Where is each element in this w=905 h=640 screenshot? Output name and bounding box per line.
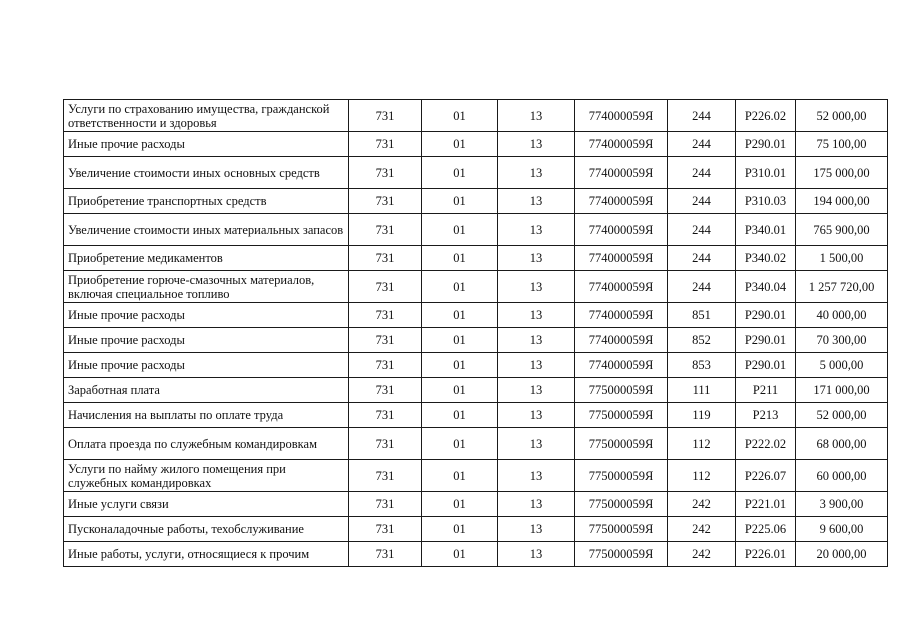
table-row — [64, 428, 888, 460]
expense-type-code-cell: 244 — [668, 214, 736, 246]
expense-type-code-cell: 244 — [668, 271, 736, 303]
target-item-code-cell: 775000059Я — [575, 428, 668, 460]
amount-cell: 194 000,00 — [796, 189, 888, 214]
expense-name-cell: Иные прочие расходы — [64, 353, 349, 378]
section-code-cell: 01 — [422, 492, 498, 517]
target-item-code-cell: 774000059Я — [575, 303, 668, 328]
subsection-code-cell: 13 — [498, 132, 575, 157]
expense-type-code-cell: 112 — [668, 428, 736, 460]
department-code-cell: 731 — [349, 328, 422, 353]
table-row — [64, 460, 888, 492]
subsection-code-cell: 13 — [498, 214, 575, 246]
subsection-code-cell: 13 — [498, 460, 575, 492]
subsection-code-cell: 13 — [498, 303, 575, 328]
subsection-code-cell: 13 — [498, 517, 575, 542]
expense-type-code-cell: 244 — [668, 189, 736, 214]
kosgu-code-cell: Р211 — [736, 378, 796, 403]
target-item-code-cell: 774000059Я — [575, 132, 668, 157]
table-row — [64, 246, 888, 271]
expense-type-code-cell: 244 — [668, 132, 736, 157]
table-row — [64, 132, 888, 157]
expense-name-cell: Приобретение медикаментов — [64, 246, 349, 271]
expense-name-cell: Иные услуги связи — [64, 492, 349, 517]
section-code-cell: 01 — [422, 246, 498, 271]
amount-cell: 68 000,00 — [796, 428, 888, 460]
kosgu-code-cell: Р213 — [736, 403, 796, 428]
amount-cell: 5 000,00 — [796, 353, 888, 378]
kosgu-code-cell: Р225.06 — [736, 517, 796, 542]
subsection-code-cell: 13 — [498, 403, 575, 428]
target-item-code-cell: 775000059Я — [575, 542, 668, 567]
expense-type-code-cell: 111 — [668, 378, 736, 403]
subsection-code-cell: 13 — [498, 428, 575, 460]
expense-type-code-cell: 112 — [668, 460, 736, 492]
subsection-code-cell: 13 — [498, 492, 575, 517]
section-code-cell: 01 — [422, 100, 498, 132]
department-code-cell: 731 — [349, 403, 422, 428]
target-item-code-cell: 775000059Я — [575, 378, 668, 403]
target-item-code-cell: 774000059Я — [575, 100, 668, 132]
table-row — [64, 303, 888, 328]
section-code-cell: 01 — [422, 403, 498, 428]
amount-cell: 75 100,00 — [796, 132, 888, 157]
target-item-code-cell: 774000059Я — [575, 214, 668, 246]
amount-cell: 52 000,00 — [796, 100, 888, 132]
table-row — [64, 214, 888, 246]
section-code-cell: 01 — [422, 132, 498, 157]
kosgu-code-cell: Р290.01 — [736, 132, 796, 157]
table-row — [64, 403, 888, 428]
department-code-cell: 731 — [349, 214, 422, 246]
expense-name-cell: Услуги по найму жилого помещения при служебных командировках — [64, 460, 349, 492]
target-item-code-cell: 774000059Я — [575, 157, 668, 189]
kosgu-code-cell: Р290.01 — [736, 303, 796, 328]
budget-table — [63, 99, 888, 567]
department-code-cell: 731 — [349, 492, 422, 517]
section-code-cell: 01 — [422, 328, 498, 353]
section-code-cell: 01 — [422, 214, 498, 246]
section-code-cell: 01 — [422, 157, 498, 189]
amount-cell: 765 900,00 — [796, 214, 888, 246]
section-code-cell: 01 — [422, 189, 498, 214]
kosgu-code-cell: Р340.02 — [736, 246, 796, 271]
expense-type-code-cell: 119 — [668, 403, 736, 428]
amount-cell: 1 500,00 — [796, 246, 888, 271]
kosgu-code-cell: Р290.01 — [736, 353, 796, 378]
table-row — [64, 189, 888, 214]
expense-type-code-cell: 852 — [668, 328, 736, 353]
expense-name-cell: Иные прочие расходы — [64, 328, 349, 353]
table-row — [64, 542, 888, 567]
department-code-cell: 731 — [349, 303, 422, 328]
table-row — [64, 353, 888, 378]
department-code-cell: 731 — [349, 100, 422, 132]
table-row — [64, 157, 888, 189]
expense-type-code-cell: 851 — [668, 303, 736, 328]
subsection-code-cell: 13 — [498, 100, 575, 132]
department-code-cell: 731 — [349, 428, 422, 460]
expense-name-cell: Иные работы, услуги, относящиеся к прочим — [64, 542, 349, 567]
expense-type-code-cell: 242 — [668, 517, 736, 542]
section-code-cell: 01 — [422, 428, 498, 460]
department-code-cell: 731 — [349, 378, 422, 403]
kosgu-code-cell: Р340.04 — [736, 271, 796, 303]
table-row — [64, 328, 888, 353]
target-item-code-cell: 775000059Я — [575, 460, 668, 492]
table-row — [64, 378, 888, 403]
kosgu-code-cell: Р226.02 — [736, 100, 796, 132]
department-code-cell: 731 — [349, 132, 422, 157]
target-item-code-cell: 775000059Я — [575, 403, 668, 428]
department-code-cell: 731 — [349, 517, 422, 542]
table-row — [64, 271, 888, 303]
amount-cell: 9 600,00 — [796, 517, 888, 542]
kosgu-code-cell: Р222.02 — [736, 428, 796, 460]
section-code-cell: 01 — [422, 303, 498, 328]
expense-name-cell: Увеличение стоимости иных материальных запасов — [64, 214, 349, 246]
expense-name-cell: Иные прочие расходы — [64, 303, 349, 328]
expense-type-code-cell: 242 — [668, 492, 736, 517]
kosgu-code-cell: Р310.01 — [736, 157, 796, 189]
target-item-code-cell: 774000059Я — [575, 353, 668, 378]
subsection-code-cell: 13 — [498, 271, 575, 303]
kosgu-code-cell: Р226.01 — [736, 542, 796, 567]
amount-cell: 3 900,00 — [796, 492, 888, 517]
amount-cell: 171 000,00 — [796, 378, 888, 403]
target-item-code-cell: 775000059Я — [575, 517, 668, 542]
expense-type-code-cell: 244 — [668, 100, 736, 132]
subsection-code-cell: 13 — [498, 353, 575, 378]
kosgu-code-cell: Р290.01 — [736, 328, 796, 353]
table-row — [64, 517, 888, 542]
expense-name-cell: Услуги по страхованию имущества, гражданской ответственности и здоровья — [64, 100, 349, 132]
expense-name-cell: Начисления на выплаты по оплате труда — [64, 403, 349, 428]
subsection-code-cell: 13 — [498, 542, 575, 567]
department-code-cell: 731 — [349, 157, 422, 189]
department-code-cell: 731 — [349, 246, 422, 271]
subsection-code-cell: 13 — [498, 189, 575, 214]
section-code-cell: 01 — [422, 353, 498, 378]
target-item-code-cell: 774000059Я — [575, 328, 668, 353]
target-item-code-cell: 774000059Я — [575, 246, 668, 271]
kosgu-code-cell: Р226.07 — [736, 460, 796, 492]
expense-name-cell: Пусконаладочные работы, техобслуживание — [64, 517, 349, 542]
budget-table-body — [64, 100, 888, 567]
table-row — [64, 492, 888, 517]
expense-type-code-cell: 853 — [668, 353, 736, 378]
kosgu-code-cell: Р221.01 — [736, 492, 796, 517]
department-code-cell: 731 — [349, 189, 422, 214]
department-code-cell: 731 — [349, 542, 422, 567]
subsection-code-cell: 13 — [498, 157, 575, 189]
subsection-code-cell: 13 — [498, 328, 575, 353]
target-item-code-cell: 774000059Я — [575, 271, 668, 303]
department-code-cell: 731 — [349, 353, 422, 378]
target-item-code-cell: 774000059Я — [575, 189, 668, 214]
amount-cell: 70 300,00 — [796, 328, 888, 353]
table-row — [64, 100, 888, 132]
expense-name-cell: Оплата проезда по служебным командировкам — [64, 428, 349, 460]
amount-cell: 20 000,00 — [796, 542, 888, 567]
amount-cell: 52 000,00 — [796, 403, 888, 428]
expense-type-code-cell: 242 — [668, 542, 736, 567]
expense-name-cell: Приобретение транспортных средств — [64, 189, 349, 214]
amount-cell: 40 000,00 — [796, 303, 888, 328]
amount-cell: 60 000,00 — [796, 460, 888, 492]
expense-name-cell: Приобретение горюче-смазочных материалов, включая специальное топливо — [64, 271, 349, 303]
subsection-code-cell: 13 — [498, 246, 575, 271]
section-code-cell: 01 — [422, 460, 498, 492]
section-code-cell: 01 — [422, 542, 498, 567]
expense-name-cell: Иные прочие расходы — [64, 132, 349, 157]
expense-type-code-cell: 244 — [668, 157, 736, 189]
expense-name-cell: Заработная плата — [64, 378, 349, 403]
kosgu-code-cell: Р310.03 — [736, 189, 796, 214]
section-code-cell: 01 — [422, 517, 498, 542]
section-code-cell: 01 — [422, 378, 498, 403]
department-code-cell: 731 — [349, 460, 422, 492]
expense-type-code-cell: 244 — [668, 246, 736, 271]
department-code-cell: 731 — [349, 271, 422, 303]
amount-cell: 175 000,00 — [796, 157, 888, 189]
subsection-code-cell: 13 — [498, 378, 575, 403]
amount-cell: 1 257 720,00 — [796, 271, 888, 303]
kosgu-code-cell: Р340.01 — [736, 214, 796, 246]
expense-name-cell: Увеличение стоимости иных основных средств — [64, 157, 349, 189]
target-item-code-cell: 775000059Я — [575, 492, 668, 517]
section-code-cell: 01 — [422, 271, 498, 303]
